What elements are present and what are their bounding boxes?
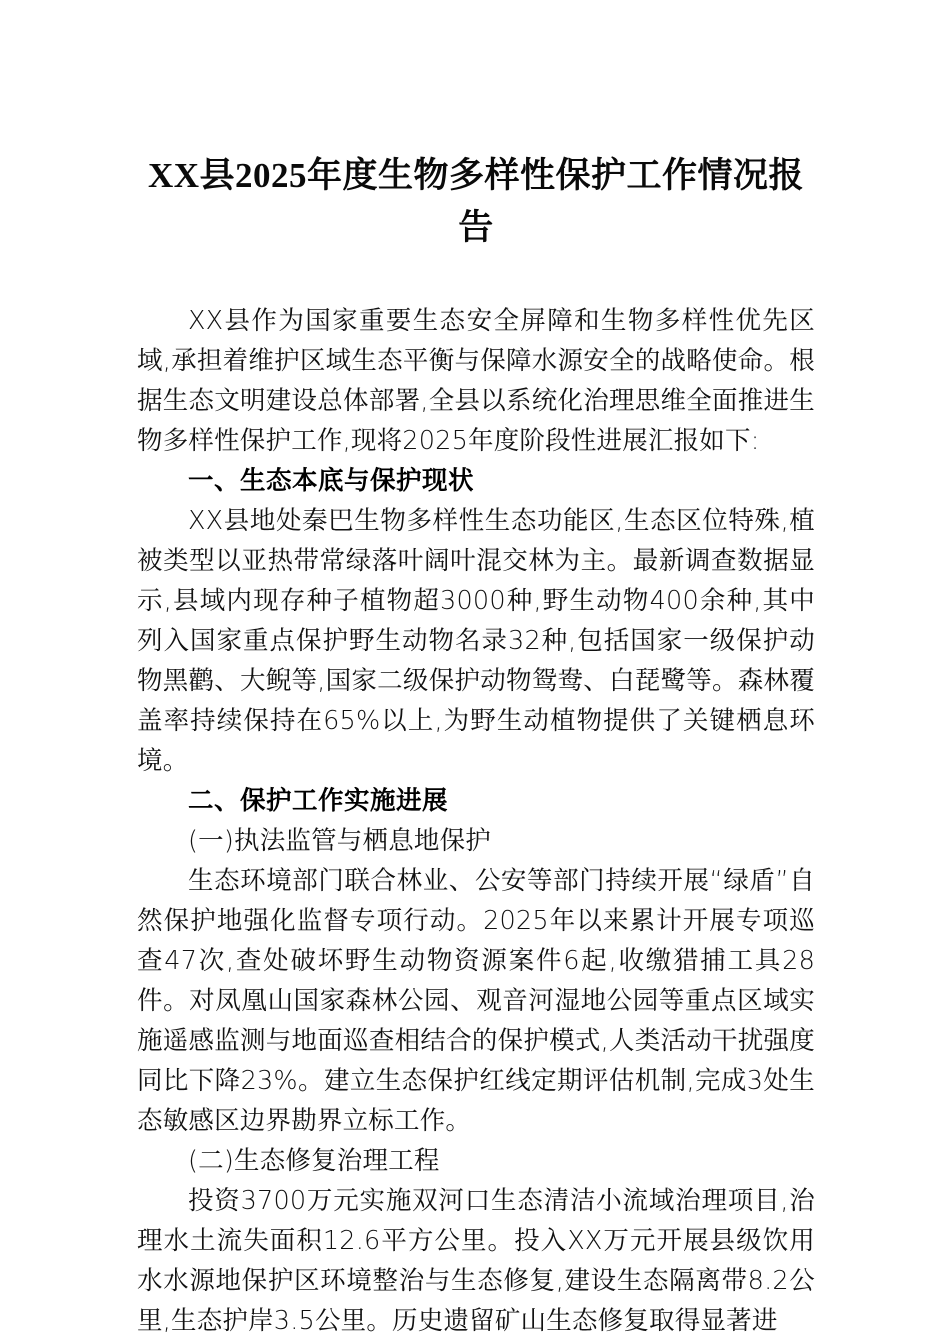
section-heading-2: 二、保护工作实施进展	[188, 786, 449, 816]
intro-paragraph: XX县作为国家重要生态安全屏障和生物多样性优先区域,承担着维护区域生态平衡与保障水源安全的战略使命。根据生态文明建设总体部署,全县以系统化治理思维全面推进生物多样性保护工作,现将2025年度阶段性进展汇报如下:	[137, 306, 815, 456]
subsection-2-2-paragraph: 投资3700万元实施双河口生态清洁小流域治理项目,治理水土流失面积12.6平方公里。投入XX万元开展县级饮用水水源地保护区环境整治与生态修复,建设生态隔离带8.2公里,生态护岸3.5公里。历史遗留矿山生态修复取得显著进	[137, 1186, 815, 1336]
document-content	[137, 150, 815, 1341]
subsection-2-1-paragraph: 生态环境部门联合林业、公安等部门持续开展“绿盾”自然保护地强化监督专项行动。2025年以来累计开展专项巡查47次,查处破坏野生动物资源案件6起,收缴猎捕工具28件。对凤凰山国家森林公园、观音河湿地公园等重点区域实施遥感监测与地面巡查相结合的保护模式,人类活动干扰强度同比下降23%。建立生态保护红线定期评估机制,完成3处生态敏感区边界勘界立标工作。	[137, 866, 815, 1136]
subsection-heading-2-2: (二)生态修复治理工程	[188, 1146, 440, 1176]
page-title: XX县2025年度生物多样性保护工作情况报告	[147, 156, 805, 247]
title-spacer	[137, 254, 815, 301]
section-heading-1: 一、生态本底与保护现状	[188, 466, 475, 496]
subsection-heading-2-1: (一)执法监管与栖息地保护	[188, 826, 491, 856]
section-1-paragraph: XX县地处秦巴生物多样性生态功能区,生态区位特殊,植被类型以亚热带常绿落叶阔叶混交林为主。最新调查数据显示,县域内现存种子植物超3000种,野生动物400余种,其中列入国家重点保护野生动物名录32种,包括国家一级保护动物黑鹳、大鲵等,国家二级保护动物鸳鸯、白琵鹭等。森林覆盖率持续保持在65%以上,为野生动植物提供了关键栖息环境。	[137, 506, 815, 776]
